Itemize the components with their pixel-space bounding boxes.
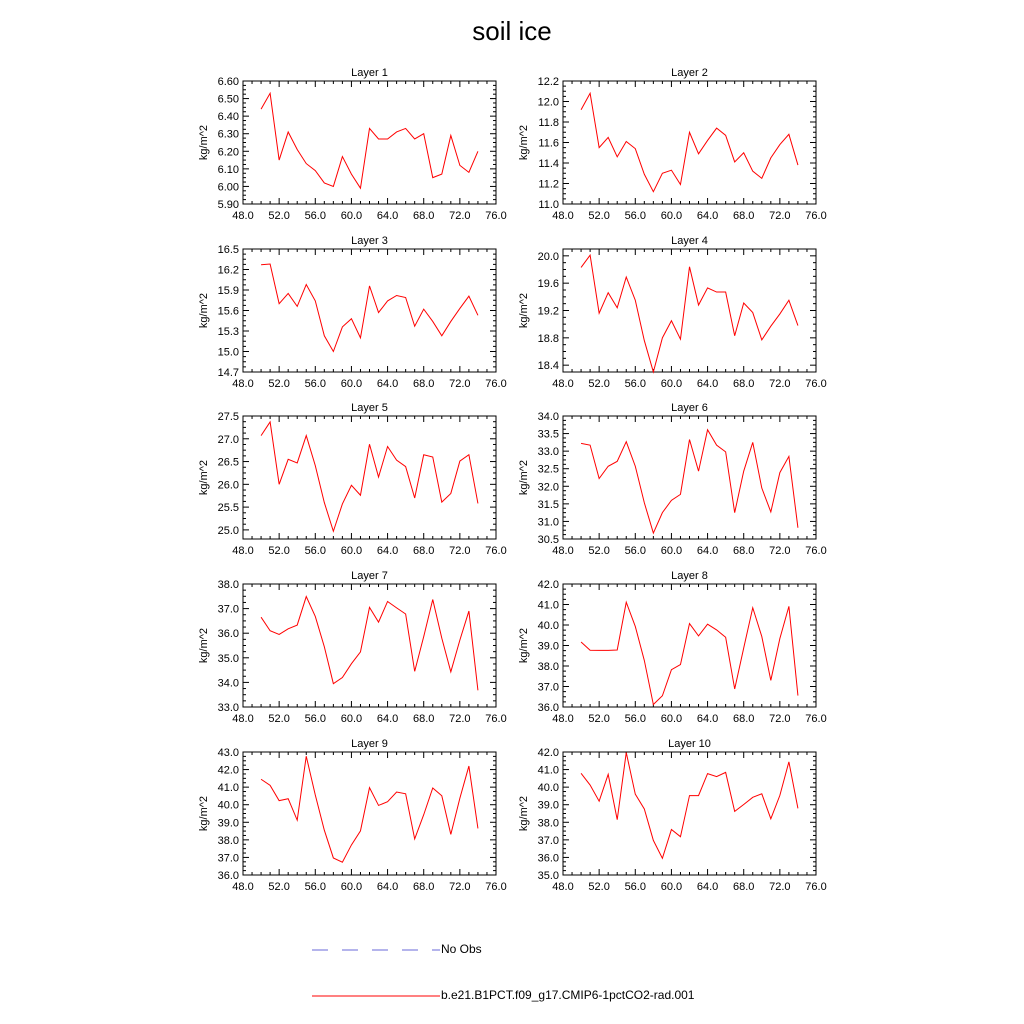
y-tick-label: 11.8	[538, 117, 559, 129]
subplot-title-9: Layer 9	[351, 738, 388, 750]
y-tick-label: 31.5	[537, 498, 559, 511]
y-tick-label: 35.0	[537, 870, 559, 882]
x-tick-label: 60.0	[660, 378, 683, 390]
y-tick-label: 11.0	[538, 199, 559, 211]
subplot-title-5: Layer 5	[351, 402, 388, 414]
subplot-title-10: Layer 10	[668, 738, 711, 750]
y-tick-label: 38.0	[217, 834, 239, 847]
y-tick-label: 37.0	[537, 834, 559, 847]
x-tick-label: 48.0	[552, 713, 574, 725]
series-line-5	[261, 422, 478, 531]
subplot-title-3: Layer 3	[351, 235, 388, 247]
x-tick-label: 68.0	[733, 545, 755, 557]
x-tick-label: 64.0	[696, 210, 719, 222]
y-tick-label: 6.30	[217, 128, 239, 141]
x-tick-label: 60.0	[340, 713, 363, 725]
x-tick-label: 76.0	[485, 713, 507, 725]
x-tick-label: 76.0	[485, 378, 507, 390]
y-tick-label: 6.40	[217, 111, 239, 124]
y-tick-label: 27.0	[217, 433, 239, 446]
series-line-10	[581, 753, 798, 859]
x-tick-label: 48.0	[232, 881, 254, 893]
x-tick-label: 64.0	[376, 713, 399, 725]
x-tick-label: 56.0	[624, 713, 646, 725]
x-tick-label: 56.0	[304, 881, 326, 893]
y-tick-label: 19.2	[537, 305, 559, 318]
y-axis-label-6: kg/m^2	[518, 459, 530, 496]
x-tick-label: 72.0	[449, 210, 471, 222]
y-tick-label: 41.0	[537, 764, 559, 777]
x-tick-label: 76.0	[805, 545, 827, 557]
x-tick-label: 60.0	[340, 378, 363, 390]
y-tick-label: 15.9	[217, 285, 239, 297]
x-tick-label: 52.0	[588, 210, 610, 222]
subplot-title-4: Layer 4	[671, 235, 708, 247]
y-tick-label: 43.0	[217, 747, 239, 759]
y-tick-label: 33.0	[217, 702, 239, 714]
x-tick-label: 72.0	[449, 713, 471, 725]
y-tick-label: 36.0	[537, 852, 559, 865]
y-tick-label: 34.0	[217, 677, 239, 690]
x-tick-label: 52.0	[268, 378, 290, 390]
y-tick-label: 37.0	[217, 603, 239, 616]
y-axis-label-10: kg/m^2	[518, 795, 530, 832]
y-axis-label-1: kg/m^2	[198, 124, 210, 161]
x-tick-label: 72.0	[769, 378, 791, 390]
y-tick-label: 12.0	[537, 96, 559, 109]
y-tick-label: 11.4	[538, 158, 559, 170]
subplot-title-2: Layer 2	[671, 67, 708, 79]
y-tick-label: 15.6	[217, 305, 239, 318]
y-tick-label: 36.0	[217, 870, 239, 882]
y-tick-label: 31.0	[537, 516, 559, 529]
x-tick-label: 60.0	[340, 881, 363, 893]
x-tick-label: 48.0	[552, 378, 574, 390]
y-tick-label: 40.0	[537, 782, 559, 795]
y-axis-label-3: kg/m^2	[198, 292, 210, 329]
y-tick-label: 35.0	[217, 652, 239, 665]
y-tick-label: 25.5	[217, 502, 239, 515]
x-tick-label: 68.0	[733, 881, 755, 893]
legend-obs-swatch	[312, 940, 442, 960]
x-tick-label: 52.0	[268, 545, 290, 557]
x-tick-label: 76.0	[485, 210, 507, 222]
y-tick-label: 18.8	[537, 332, 559, 345]
x-tick-label: 72.0	[769, 210, 791, 222]
x-tick-label: 56.0	[304, 713, 326, 725]
y-tick-label: 42.0	[217, 764, 239, 777]
x-tick-label: 52.0	[588, 713, 610, 725]
y-tick-label: 6.20	[217, 146, 239, 159]
y-tick-label: 38.0	[217, 579, 239, 591]
series-line-6	[581, 430, 798, 533]
x-tick-label: 76.0	[805, 378, 827, 390]
y-tick-label: 34.0	[537, 411, 559, 423]
y-tick-label: 6.60	[217, 76, 239, 88]
x-tick-label: 72.0	[449, 881, 471, 893]
chart-main-title: soil ice	[472, 16, 552, 46]
x-tick-label: 68.0	[413, 545, 435, 557]
y-axis-label-9: kg/m^2	[198, 795, 210, 832]
x-tick-label: 68.0	[733, 378, 755, 390]
x-tick-label: 76.0	[805, 713, 827, 725]
x-tick-label: 56.0	[304, 378, 326, 390]
x-tick-label: 64.0	[376, 210, 399, 222]
x-tick-label: 52.0	[588, 881, 610, 893]
y-axis-label-4: kg/m^2	[518, 292, 530, 329]
x-tick-label: 64.0	[696, 545, 719, 557]
plot-frame-9	[243, 752, 496, 875]
y-tick-label: 36.0	[217, 628, 239, 641]
legend-obs-label: No Obs	[441, 942, 482, 956]
legend-model-label: b.e21.B1PCT.f09_g17.CMIP6-1pctCO2-rad.001	[441, 988, 695, 1002]
x-tick-label: 68.0	[733, 713, 755, 725]
y-tick-label: 39.0	[537, 799, 559, 812]
series-line-2	[581, 93, 798, 191]
legend-model	[312, 986, 832, 1006]
subplot-title-1: Layer 1	[351, 67, 388, 79]
y-tick-label: 26.5	[217, 456, 239, 469]
y-tick-label: 19.6	[537, 278, 559, 291]
y-axis-label-7: kg/m^2	[198, 627, 210, 664]
x-tick-label: 72.0	[769, 881, 791, 893]
x-tick-label: 76.0	[805, 881, 827, 893]
x-tick-label: 60.0	[660, 881, 683, 893]
y-tick-label: 6.10	[217, 163, 239, 176]
x-tick-label: 64.0	[376, 378, 399, 390]
y-tick-label: 33.0	[537, 446, 559, 459]
y-tick-label: 38.0	[537, 817, 559, 830]
plot-frame-6	[563, 416, 816, 539]
x-tick-label: 64.0	[376, 545, 399, 557]
y-tick-label: 36.0	[537, 702, 559, 714]
x-tick-label: 60.0	[660, 210, 683, 222]
y-tick-label: 12.2	[537, 76, 559, 88]
x-tick-label: 76.0	[485, 881, 507, 893]
y-tick-label: 16.2	[217, 264, 239, 277]
x-tick-label: 68.0	[733, 210, 755, 222]
x-tick-label: 48.0	[552, 210, 574, 222]
y-tick-label: 33.5	[537, 428, 559, 441]
y-tick-label: 41.0	[217, 782, 239, 795]
y-axis-label-8: kg/m^2	[518, 627, 530, 664]
x-tick-label: 48.0	[232, 545, 254, 557]
x-tick-label: 56.0	[624, 378, 646, 390]
x-tick-label: 72.0	[449, 378, 471, 390]
x-tick-label: 56.0	[304, 210, 326, 222]
subplot-title-7: Layer 7	[351, 570, 388, 582]
x-tick-label: 76.0	[805, 210, 827, 222]
y-tick-label: 39.0	[217, 817, 239, 830]
y-tick-label: 37.0	[537, 681, 559, 694]
x-tick-label: 64.0	[696, 713, 719, 725]
y-tick-label: 32.0	[537, 481, 559, 494]
y-tick-label: 11.6	[538, 137, 559, 150]
y-tick-label: 30.5	[537, 534, 559, 546]
y-tick-label: 25.0	[217, 524, 239, 537]
x-tick-label: 56.0	[624, 881, 646, 893]
y-tick-label: 15.0	[217, 346, 239, 359]
legend-obs	[312, 940, 632, 960]
x-tick-label: 52.0	[588, 545, 610, 557]
y-tick-label: 16.5	[217, 244, 239, 256]
y-tick-label: 27.5	[217, 411, 239, 423]
y-tick-label: 20.0	[537, 250, 559, 263]
y-tick-label: 42.0	[537, 747, 559, 759]
x-tick-label: 72.0	[769, 713, 791, 725]
series-line-4	[581, 255, 798, 372]
series-line-3	[261, 264, 478, 351]
y-tick-label: 18.4	[537, 360, 559, 373]
x-tick-label: 56.0	[624, 545, 646, 557]
y-tick-label: 15.3	[217, 326, 239, 338]
series-line-7	[261, 597, 478, 691]
x-tick-label: 52.0	[268, 713, 290, 725]
x-tick-label: 64.0	[696, 378, 719, 390]
y-tick-label: 14.7	[217, 367, 239, 379]
legend-model-swatch	[312, 986, 442, 1006]
y-tick-label: 40.0	[217, 799, 239, 812]
series-line-9	[261, 756, 478, 862]
x-tick-label: 60.0	[340, 210, 363, 222]
x-tick-label: 72.0	[769, 545, 791, 557]
x-tick-label: 72.0	[449, 545, 471, 557]
x-tick-label: 48.0	[232, 210, 254, 222]
y-tick-label: 6.00	[217, 181, 239, 194]
series-line-8	[581, 602, 798, 704]
plot-frame-5	[243, 416, 496, 539]
y-axis-label-2: kg/m^2	[518, 124, 530, 161]
subplot-title-6: Layer 6	[671, 402, 708, 414]
y-tick-label: 39.0	[537, 640, 559, 653]
x-tick-label: 48.0	[552, 545, 574, 557]
x-tick-label: 56.0	[624, 210, 646, 222]
y-tick-label: 41.0	[537, 599, 559, 612]
x-tick-label: 64.0	[696, 881, 719, 893]
x-tick-label: 60.0	[660, 545, 683, 557]
x-tick-label: 60.0	[340, 545, 363, 557]
series-line-1	[261, 93, 478, 188]
x-tick-label: 68.0	[413, 713, 435, 725]
y-tick-label: 40.0	[537, 620, 559, 632]
x-tick-label: 52.0	[588, 378, 610, 390]
y-tick-label: 42.0	[537, 579, 559, 591]
plot-frame-10	[563, 752, 816, 875]
y-tick-label: 37.0	[217, 852, 239, 865]
x-tick-label: 68.0	[413, 378, 435, 390]
y-tick-label: 6.50	[217, 93, 239, 106]
x-tick-label: 48.0	[232, 378, 254, 390]
x-tick-label: 76.0	[485, 545, 507, 557]
subplot-title-8: Layer 8	[671, 570, 708, 582]
x-tick-label: 52.0	[268, 881, 290, 893]
y-tick-label: 26.0	[217, 479, 239, 492]
y-axis-label-5: kg/m^2	[198, 459, 210, 496]
x-tick-label: 68.0	[413, 881, 435, 893]
y-tick-label: 32.5	[537, 463, 559, 476]
x-tick-label: 48.0	[232, 713, 254, 725]
y-tick-label: 11.2	[538, 178, 559, 191]
x-tick-label: 68.0	[413, 210, 435, 222]
x-tick-label: 56.0	[304, 545, 326, 557]
x-tick-label: 48.0	[552, 881, 574, 893]
x-tick-label: 60.0	[660, 713, 683, 725]
plot-frame-2	[563, 81, 816, 204]
x-tick-label: 64.0	[376, 881, 399, 893]
plot-frame-1	[243, 81, 496, 204]
y-tick-label: 38.0	[537, 661, 559, 673]
x-tick-label: 52.0	[268, 210, 290, 222]
y-tick-label: 5.90	[217, 199, 239, 211]
